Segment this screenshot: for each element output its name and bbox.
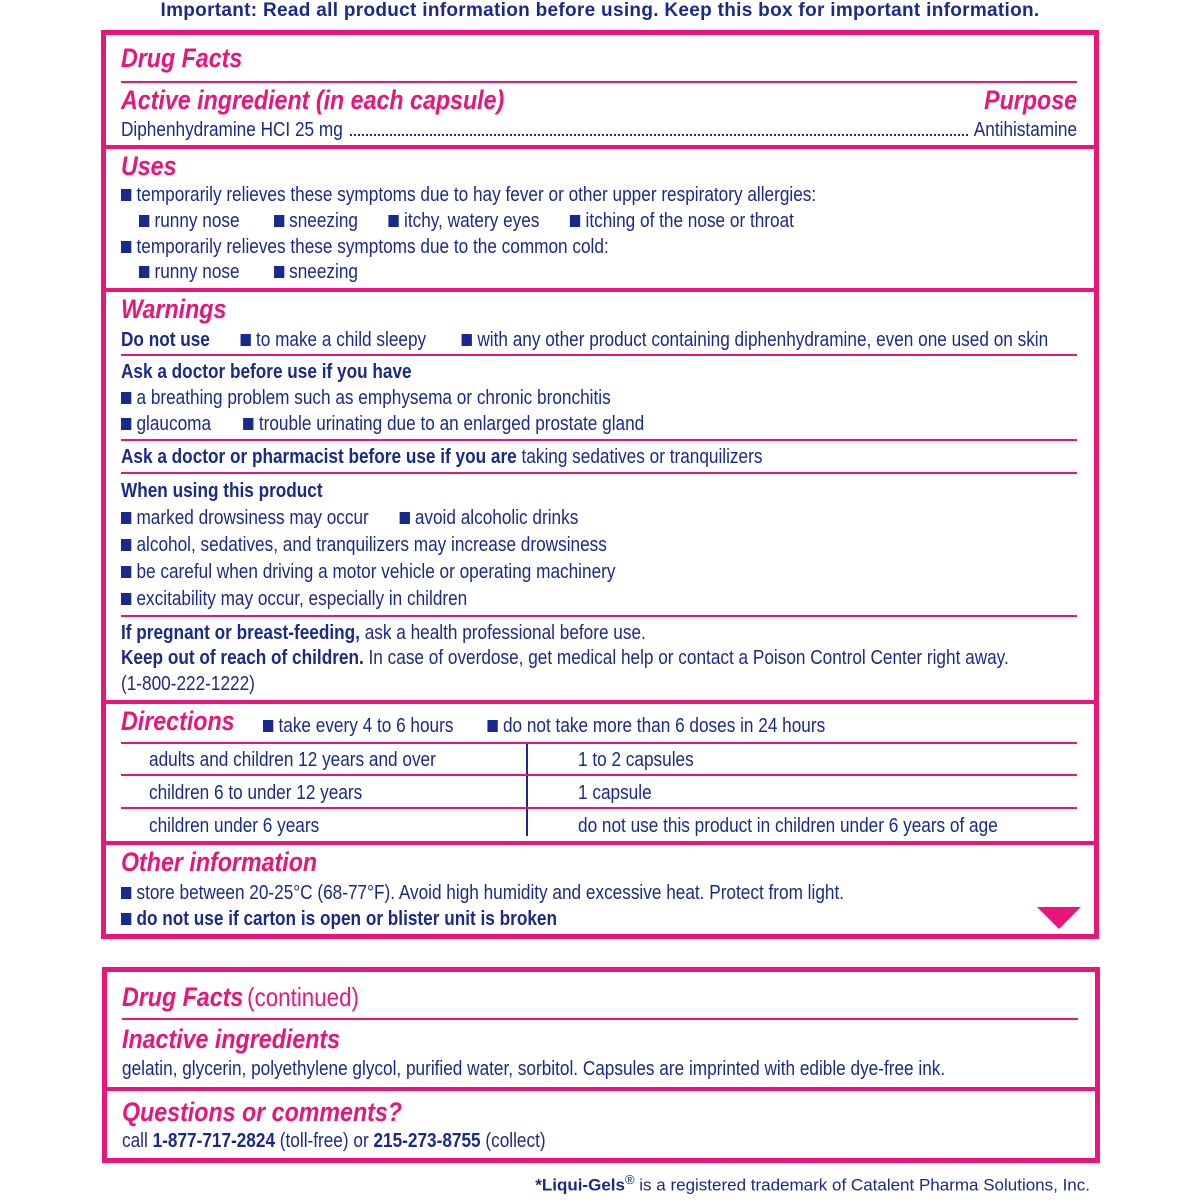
- ingredient-name: Diphenhydramine HCI 25 mg: [121, 119, 343, 141]
- other-info-line-1: store between 20-25°C (68-77°F). Avoid high humidity and excessive heat. Protect from light.: [121, 881, 844, 906]
- dose-row-3-dose: do not use this product in children under 6 years of age: [578, 815, 998, 837]
- continued-label: (continued): [247, 982, 359, 1012]
- inactive-section: [107, 1018, 1095, 1088]
- directions-section: [106, 704, 1094, 841]
- leader-dots: [350, 134, 968, 136]
- trademark-footer: *Liqui-Gels® is a registered trademark of Catalent Pharma Solutions, Inc.: [535, 1172, 1090, 1195]
- do-not-use-line: Do not use to make a child sleepy with any other product containing diphenhydramine, even one used on skin: [121, 329, 1049, 351]
- directions-heading: Directions: [121, 706, 235, 736]
- uses-sub-1: runny nose sneezing itchy, watery eyes itching of the nose or throat: [139, 209, 794, 234]
- uses-line-2: temporarily relieves these symptoms due to the common cold:: [121, 235, 609, 260]
- inactive-heading: Inactive ingredients: [122, 1024, 341, 1054]
- drug-facts-header: [106, 39, 1094, 149]
- continued-arrow-icon: [1037, 907, 1081, 929]
- warnings-heading: Warnings: [121, 294, 227, 324]
- uses-line-1: temporarily relieves these symptoms due to hay fever or other upper respiratory allergies:: [121, 183, 816, 208]
- ask-doctor-item-2: glaucoma trouble urinating due to an enlarged prostate gland: [121, 412, 644, 437]
- questions-heading: Questions or comments?: [122, 1097, 402, 1127]
- when-using-heading: When using this product: [121, 480, 323, 502]
- active-ingredient-heading: Active ingredient (in each capsule): [121, 85, 505, 115]
- pregnant-line: If pregnant or breast-feeding, ask a health professional before use.: [121, 622, 646, 644]
- when-using-item-2: alcohol, sedatives, and tranquilizers may increase drowsiness: [121, 533, 607, 558]
- warnings-section: [106, 292, 1094, 702]
- keep-out-line: Keep out of reach of children. In case of overdose, get medical help or contact a Poison Control Center right away.: [121, 647, 1009, 669]
- when-using-item-3: be careful when driving a motor vehicle or operating machinery: [121, 560, 615, 585]
- ask-doctor-item-1: a breathing problem such as emphysema or chronic bronchitis: [121, 386, 611, 411]
- poison-control-phone: (1-800-222-1222): [121, 673, 255, 695]
- dose-row-3-age: children under 6 years: [149, 815, 320, 837]
- questions-phone-line: call 1-877-717-2824 (toll-free) or 215-273-8755 (collect): [122, 1130, 546, 1152]
- when-using-item-4: excitability may occur, especially in children: [121, 587, 467, 612]
- other-info-line-2: do not use if carton is open or blister unit is broken: [121, 907, 557, 932]
- uses-sub-2: runny nose sneezing: [139, 260, 358, 285]
- other-info-heading: Other information: [121, 847, 318, 877]
- questions-section: [107, 1091, 1095, 1161]
- drug-facts-panel: [101, 30, 1099, 939]
- when-using-item-1: marked drowsiness may occur avoid alcoholic drinks: [121, 506, 578, 531]
- dose-row-2-dose: 1 capsule: [578, 782, 652, 804]
- ask-doctor-heading: Ask a doctor before use if you have: [121, 361, 412, 383]
- purpose-text: Antihistamine: [973, 119, 1077, 141]
- other-info-section: [106, 845, 1094, 935]
- dose-row-2-age: children 6 to under 12 years: [149, 782, 363, 804]
- ask-pharmacist-line: Ask a doctor or pharmacist before use if you are taking sedatives or tranquilizers: [121, 446, 763, 468]
- continued-header: [107, 976, 1095, 1022]
- important-note: Important: Read all product information before using. Keep this box for important information.: [160, 0, 1040, 21]
- uses-heading: Uses: [121, 151, 177, 181]
- directions-items: take every 4 to 6 hours do not take more than 6 doses in 24 hours: [263, 714, 825, 739]
- drug-facts-continued-panel: [102, 967, 1100, 1163]
- uses-section: [106, 149, 1094, 289]
- inactive-text: gelatin, glycerin, polyethylene glycol, purified water, sorbitol. Capsules are imprinted with edible dye-free ink.: [122, 1058, 946, 1080]
- dose-row-1-dose: 1 to 2 capsules: [578, 749, 694, 771]
- continued-title: Drug Facts: [122, 982, 244, 1012]
- dose-row-1-age: adults and children 12 years and over: [149, 749, 436, 771]
- drug-facts-title: Drug Facts: [121, 43, 243, 73]
- purpose-heading: Purpose: [984, 85, 1077, 115]
- table-divider: [526, 744, 528, 836]
